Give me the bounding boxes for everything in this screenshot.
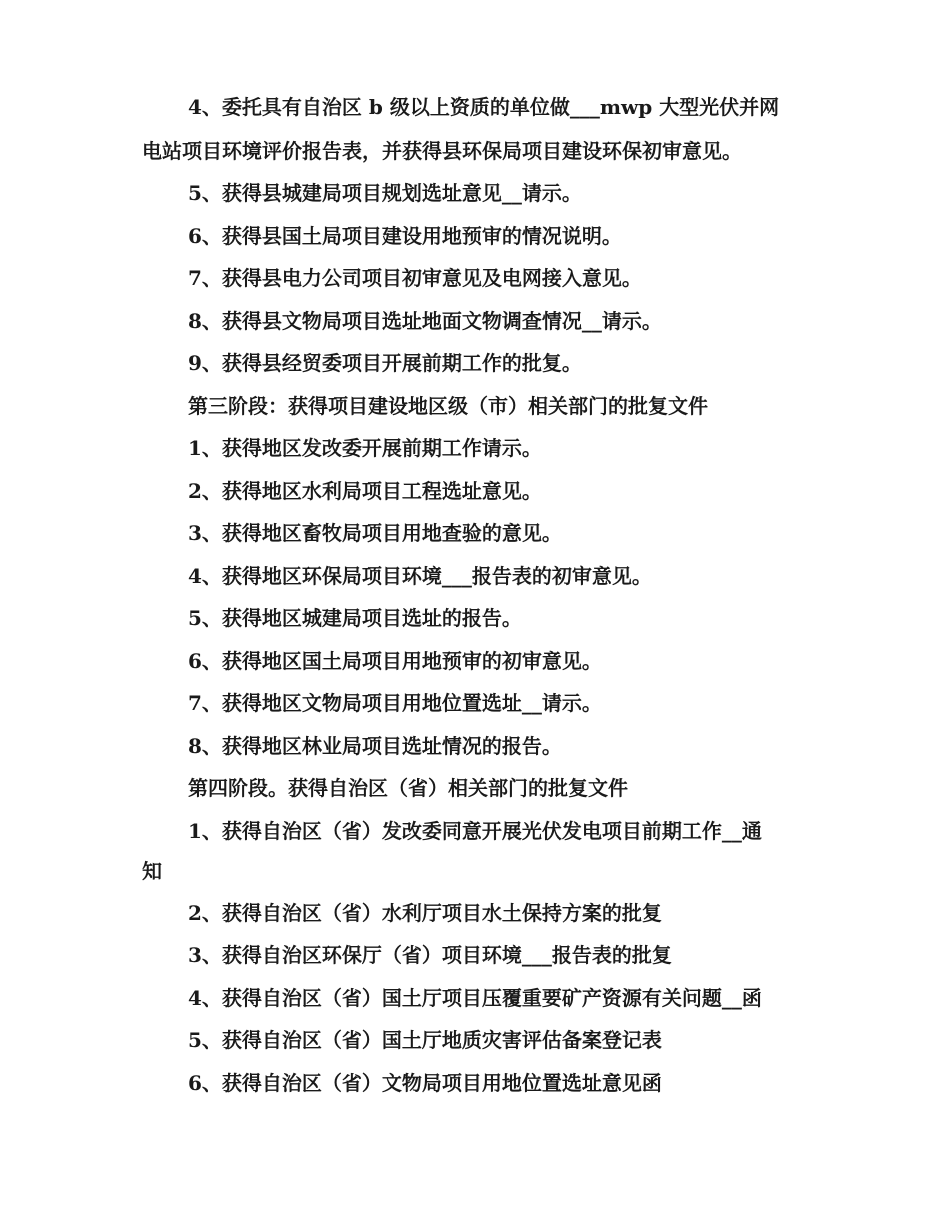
text-line-3: 5、获得县城建局项目规划选址意见__请示。 [188,181,582,205]
text-line-4: 6、获得县国土局项目建设用地预审的情况说明。 [188,224,622,248]
text-line-20: 2、获得自治区（省）水利厅项目水土保持方案的批复 [188,901,662,925]
text-line-13: 5、获得地区城建局项目选址的报告。 [188,606,522,630]
text-line-12: 4、获得地区环保局项目环境___报告表的初审意见。 [188,564,652,588]
text-line-24: 6、获得自治区（省）文物局项目用地位置选址意见函 [188,1071,662,1095]
text-line-9: 1、获得地区发改委开展前期工作请示。 [188,436,542,460]
text-line-1: 4、委托具有自治区 b 级以上资质的单位做___mwp 大型光伏并网 [188,95,780,119]
text-line-22: 4、获得自治区（省）国土厅项目压覆重要矿产资源有关问题__函 [188,986,762,1010]
text-line-2: 电站项目环境评价报告表，并获得县环保局项目建设环保初审意见。 [142,139,742,163]
text-line-23: 5、获得自治区（省）国土厅地质灾害评估备案登记表 [188,1028,662,1052]
text-line-11: 3、获得地区畜牧局项目用地查验的意见。 [188,521,562,545]
text-line-19: 知 [142,859,162,883]
text-line-6: 8、获得县文物局项目选址地面文物调查情况__请示。 [188,309,662,333]
text-line-5: 7、获得县电力公司项目初审意见及电网接入意见。 [188,266,642,290]
text-line-14: 6、获得地区国土局项目用地预审的初审意见。 [188,649,602,673]
text-line-16: 8、获得地区林业局项目选址情况的报告。 [188,734,562,758]
text-line-15: 7、获得地区文物局项目用地位置选址__请示。 [188,691,602,715]
text-line-21: 3、获得自治区环保厅（省）项目环境___报告表的批复 [188,943,672,967]
section-heading-4: 第四阶段。获得自治区（省）相关部门的批复文件 [188,776,628,800]
text-line-7: 9、获得县经贸委项目开展前期工作的批复。 [188,351,582,375]
text-line-10: 2、获得地区水利局项目工程选址意见。 [188,479,542,503]
section-heading-3: 第三阶段：获得项目建设地区级（市）相关部门的批复文件 [188,394,708,418]
text-line-18: 1、获得自治区（省）发改委同意开展光伏发电项目前期工作__通 [188,819,762,843]
